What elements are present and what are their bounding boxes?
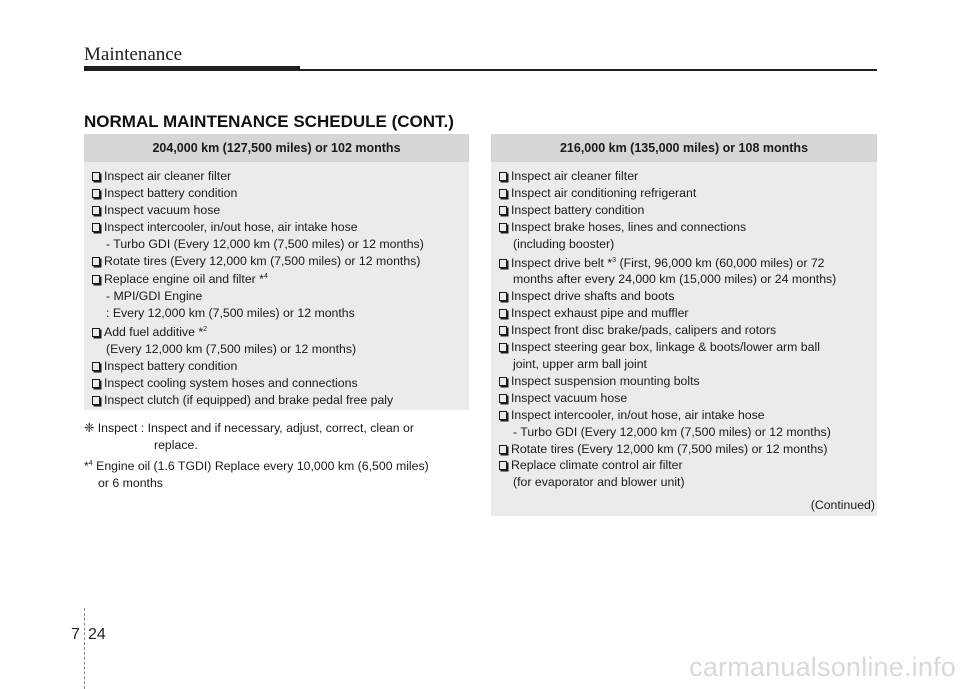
page-header-title: Maintenance	[84, 44, 183, 65]
header-rule-thin	[300, 69, 877, 71]
checklist-item-text: Inspect air cleaner filter	[104, 169, 232, 183]
checkbox-icon	[499, 461, 507, 470]
checklist	[84, 162, 469, 409]
checklist-item	[92, 168, 469, 185]
footnote-marker: 4	[263, 273, 268, 281]
checkbox-icon	[92, 223, 100, 232]
checkbox-icon	[499, 223, 507, 232]
checkbox-icon	[499, 309, 507, 318]
checklist-item	[92, 253, 469, 270]
checklist-item-text: Inspect battery condition	[104, 358, 238, 373]
checkbox-icon	[92, 362, 100, 371]
checklist-item	[499, 322, 877, 339]
checklist-item	[499, 185, 877, 202]
checkbox-icon	[499, 343, 507, 352]
checklist-item-detail: - Turbo GDI (Every 12,000 km (7,500 miles) or 12 months)	[513, 424, 831, 439]
checklist-item	[92, 202, 469, 219]
checkbox-icon	[92, 275, 100, 284]
watermark: carmanualsonline.info	[689, 652, 956, 682]
inspect-footnote-line2: replace.	[154, 437, 198, 452]
checklist-item	[499, 390, 877, 407]
checkbox-icon	[92, 172, 100, 181]
checklist-item-text: Inspect drive belt *	[511, 255, 613, 270]
checklist-item	[92, 392, 469, 409]
checklist-item-detail: (for evaporator and blower unit)	[513, 475, 685, 490]
checklist-item-text: Inspect drive shafts and boots	[511, 289, 675, 304]
checklist-item-detail: - MPI/GDI Engine	[106, 289, 203, 304]
footnote-asterisk: *	[84, 459, 89, 473]
checkbox-icon	[499, 394, 507, 403]
checklist-item	[92, 269, 469, 288]
checklist-item	[92, 185, 469, 202]
checklist-item-detail: (including booster)	[513, 236, 615, 251]
checklist-item	[499, 253, 877, 272]
panel-heading: 216,000 km (135,000 miles) or 108 months	[491, 134, 877, 162]
checklist-item-detail: - Turbo GDI (Every 12,000 km (7,500 miles) or 12 months)	[106, 236, 424, 251]
continued-label: (Continued)	[810, 498, 875, 512]
header-rule-thick	[84, 66, 300, 71]
checkbox-icon	[92, 328, 100, 337]
inspect-footnote	[84, 420, 469, 454]
checkbox-icon	[499, 189, 507, 198]
checkbox-icon	[92, 206, 100, 215]
checklist-item-text: Inspect intercooler, in/out hose, air intake hose	[511, 407, 765, 422]
checklist-item	[499, 305, 877, 322]
checklist-item	[499, 202, 877, 219]
checkbox-icon	[499, 411, 507, 420]
checklist-item	[499, 339, 877, 356]
checklist-item-text: Inspect cooling system hoses and connections	[104, 375, 358, 390]
checklist-item-text: Inspect intercooler, in/out hose, air intake hose	[104, 219, 358, 234]
checklist-item	[92, 375, 469, 392]
checkbox-icon	[499, 172, 507, 181]
section-title: NORMAL MAINTENANCE SCHEDULE (CONT.)	[84, 112, 454, 131]
checklist-item-text: Replace climate control air filter	[511, 458, 683, 473]
checkbox-icon	[499, 206, 507, 215]
checklist-item	[499, 457, 877, 474]
checklist-item	[92, 322, 469, 341]
checklist-item-detail: months after every 24,000 km (15,000 miles) or 24 months)	[513, 272, 837, 287]
footnote-marker: 3	[612, 256, 617, 264]
checklist-item-text: Rotate tires (Every 12,000 km (7,500 miles) or 12 months)	[511, 441, 828, 456]
checkbox-icon	[499, 445, 507, 454]
checklist-item-text: Inspect vacuum hose	[511, 390, 628, 405]
checklist-item-detail: joint, upper arm ball joint	[513, 356, 647, 371]
checklist-item	[92, 219, 469, 236]
checklist-item-detail: (Every 12,000 km (7,500 miles) or 12 months)	[106, 342, 357, 357]
checklist-item	[499, 168, 877, 185]
checklist-item-text: Inspect clutch (if equipped) and brake pedal free paly	[104, 392, 394, 407]
checkbox-icon	[499, 259, 507, 268]
checklist-item-text: Inspect battery condition	[104, 185, 238, 200]
checklist-item-text: Inspect suspension mounting bolts	[511, 373, 700, 388]
checklist-item	[499, 288, 877, 305]
checklist	[491, 162, 877, 491]
checkbox-icon	[92, 396, 100, 405]
checkbox-icon	[499, 377, 507, 386]
schedule-panel-216000km	[491, 134, 877, 516]
panel-heading: 204,000 km (127,500 miles) or 102 months	[84, 134, 469, 162]
engine-oil-footnote-line1	[84, 456, 469, 475]
checklist-item-text: Replace engine oil and filter *	[104, 272, 264, 287]
checklist-item	[499, 441, 877, 458]
checklist-item	[499, 407, 877, 424]
checklist-item-text: Inspect exhaust pipe and muffler	[511, 306, 689, 321]
checklist-item	[499, 373, 877, 390]
engine-oil-footnote	[84, 456, 469, 492]
schedule-panel-204000km	[84, 134, 469, 410]
footer-divider	[84, 608, 85, 689]
checklist-item-text: Inspect air conditioning refrigerant	[511, 185, 697, 200]
checklist-item-text: Add fuel additive *	[104, 325, 204, 340]
checkbox-icon	[92, 189, 100, 198]
footnote-number: 4	[88, 460, 93, 467]
checkbox-icon	[92, 379, 100, 388]
checkbox-icon	[92, 257, 100, 266]
inspect-footnote-line1: ❈ Inspect : Inspect and if necessary, adjust, correct, clean or	[84, 421, 414, 435]
footnote-marker: 2	[203, 326, 208, 334]
checklist-item-text: Rotate tires (Every 12,000 km (7,500 miles) or 12 months)	[104, 253, 421, 268]
engine-oil-footnote-line2: or 6 months	[98, 475, 163, 490]
chapter-number: 7	[71, 626, 80, 643]
checklist-item-text: Inspect air cleaner filter	[511, 169, 639, 183]
checklist-item-text: Inspect brake hoses, lines and connections	[511, 219, 747, 234]
checklist-item	[499, 219, 877, 236]
checklist-item	[92, 358, 469, 375]
footnote-text: Engine oil (1.6 TGDI) Replace every 10,000 km (6,500 miles)	[92, 459, 429, 473]
checklist-item-detail: : Every 12,000 km (7,500 miles) or 12 months	[106, 306, 355, 321]
checklist-item-text: Inspect battery condition	[511, 202, 645, 217]
page-number: 24	[88, 626, 106, 643]
checklist-item-text: Inspect steering gear box, linkage & boots/lower arm ball	[511, 340, 820, 355]
checklist-item-text: Inspect vacuum hose	[104, 202, 221, 217]
checkbox-icon	[499, 326, 507, 335]
checklist-item-text-continued: (First, 96,000 km (60,000 miles) or 72	[616, 255, 825, 270]
checkbox-icon	[499, 292, 507, 301]
checklist-item-text: Inspect front disc brake/pads, calipers and rotors	[511, 323, 777, 338]
